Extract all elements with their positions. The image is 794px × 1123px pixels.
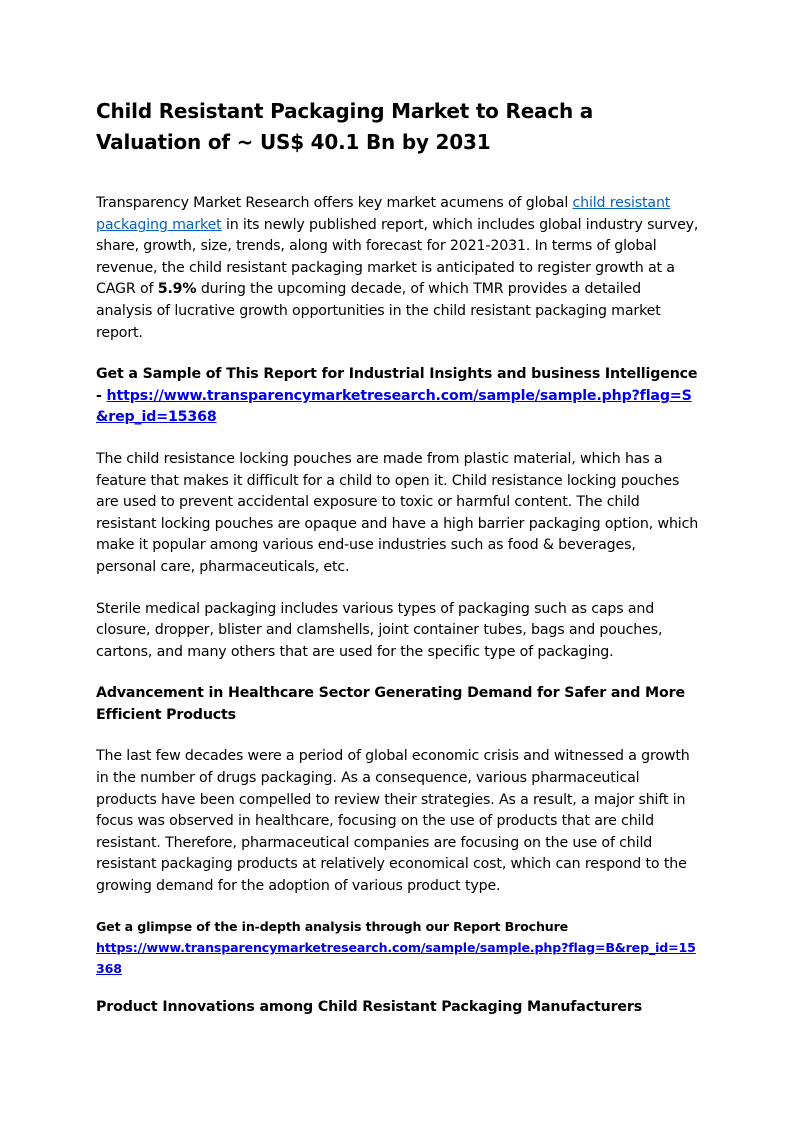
intro-paragraph	[96, 193, 700, 344]
decades-paragraph: The last few decades were a period of global economic crisis and witnessed a growth in the number of drugs packaging. As a consequence, various pharmaceutical products have been compelled to review their strategies. As a result, a major shift in focus was observed in healthcare, focusing on the use of products that are child resistant. Therefore, pharmaceutical companies are focusing on the use of child resistant packaging products at relatively economical cost, which can respond to the growing demand for the adoption of various product type.	[96, 748, 690, 895]
sample-cta-label: Get a Sample of This Report for Industrial Insights and business Intelligence -	[96, 366, 698, 404]
brochure-link-paragraph	[96, 937, 700, 979]
brochure-report-link[interactable]: https://www.transparencymarketresearch.com/sample/sample.php?flag=B&rep_id=15368	[96, 939, 696, 976]
sterile-paragraph: Sterile medical packaging includes various types of packaging such as caps and closure, dropper, blister and clamshells, joint container tubes, bags and pouches, cartons, and many others that are used for the specific type of packaging.	[96, 600, 663, 660]
intro-text-start: Transparency Market Research offers key market acumens of global	[96, 195, 573, 211]
pouches-paragraph: The child resistance locking pouches are made from plastic material, which has a feature that makes it difficult for a child to open it. Child resistance locking pouches are used to prevent accidental exposure to toxic or harmful content. The child resistant locking pouches are opaque and have a high barrier packaging option, which make it popular among various end-use industries such as food & beverages, personal care, pharmaceuticals, etc.	[96, 450, 699, 575]
page-title: Child Resistant Packaging Market to Reach a Valuation of ~ US$ 40.1 Bn by 2031	[96, 99, 594, 154]
intro-text-middle: in its newly published report, which includes global industry survey, share, growth, size, trends, along with forecast for 2021-2031. In terms of global revenue, the child resistant packaging market is anticipated to register growth at a CAGR of	[96, 216, 699, 298]
intro-text-end: during the upcoming decade, of which TMR provides a detailed analysis of lucrative growth opportunities in the child resistant packaging market report.	[96, 281, 661, 341]
market-report-link[interactable]: child resistant packaging market	[96, 195, 671, 233]
healthcare-heading: Advancement in Healthcare Sector Generating Demand for Safer and More Efficient Products	[96, 685, 685, 723]
brochure-cta-label: Get a glimpse of the in-depth analysis through our Report Brochure	[96, 918, 569, 934]
document-page	[96, 96, 700, 1018]
innovations-heading: Product Innovations among Child Resistant Packaging Manufacturers	[96, 998, 643, 1015]
sample-report-link[interactable]: https://www.transparencymarketresearch.com/sample/sample.php?flag=S&rep_id=15368	[96, 387, 692, 426]
sample-cta-paragraph	[96, 364, 700, 429]
cagr-value: 5.9%	[157, 281, 197, 298]
